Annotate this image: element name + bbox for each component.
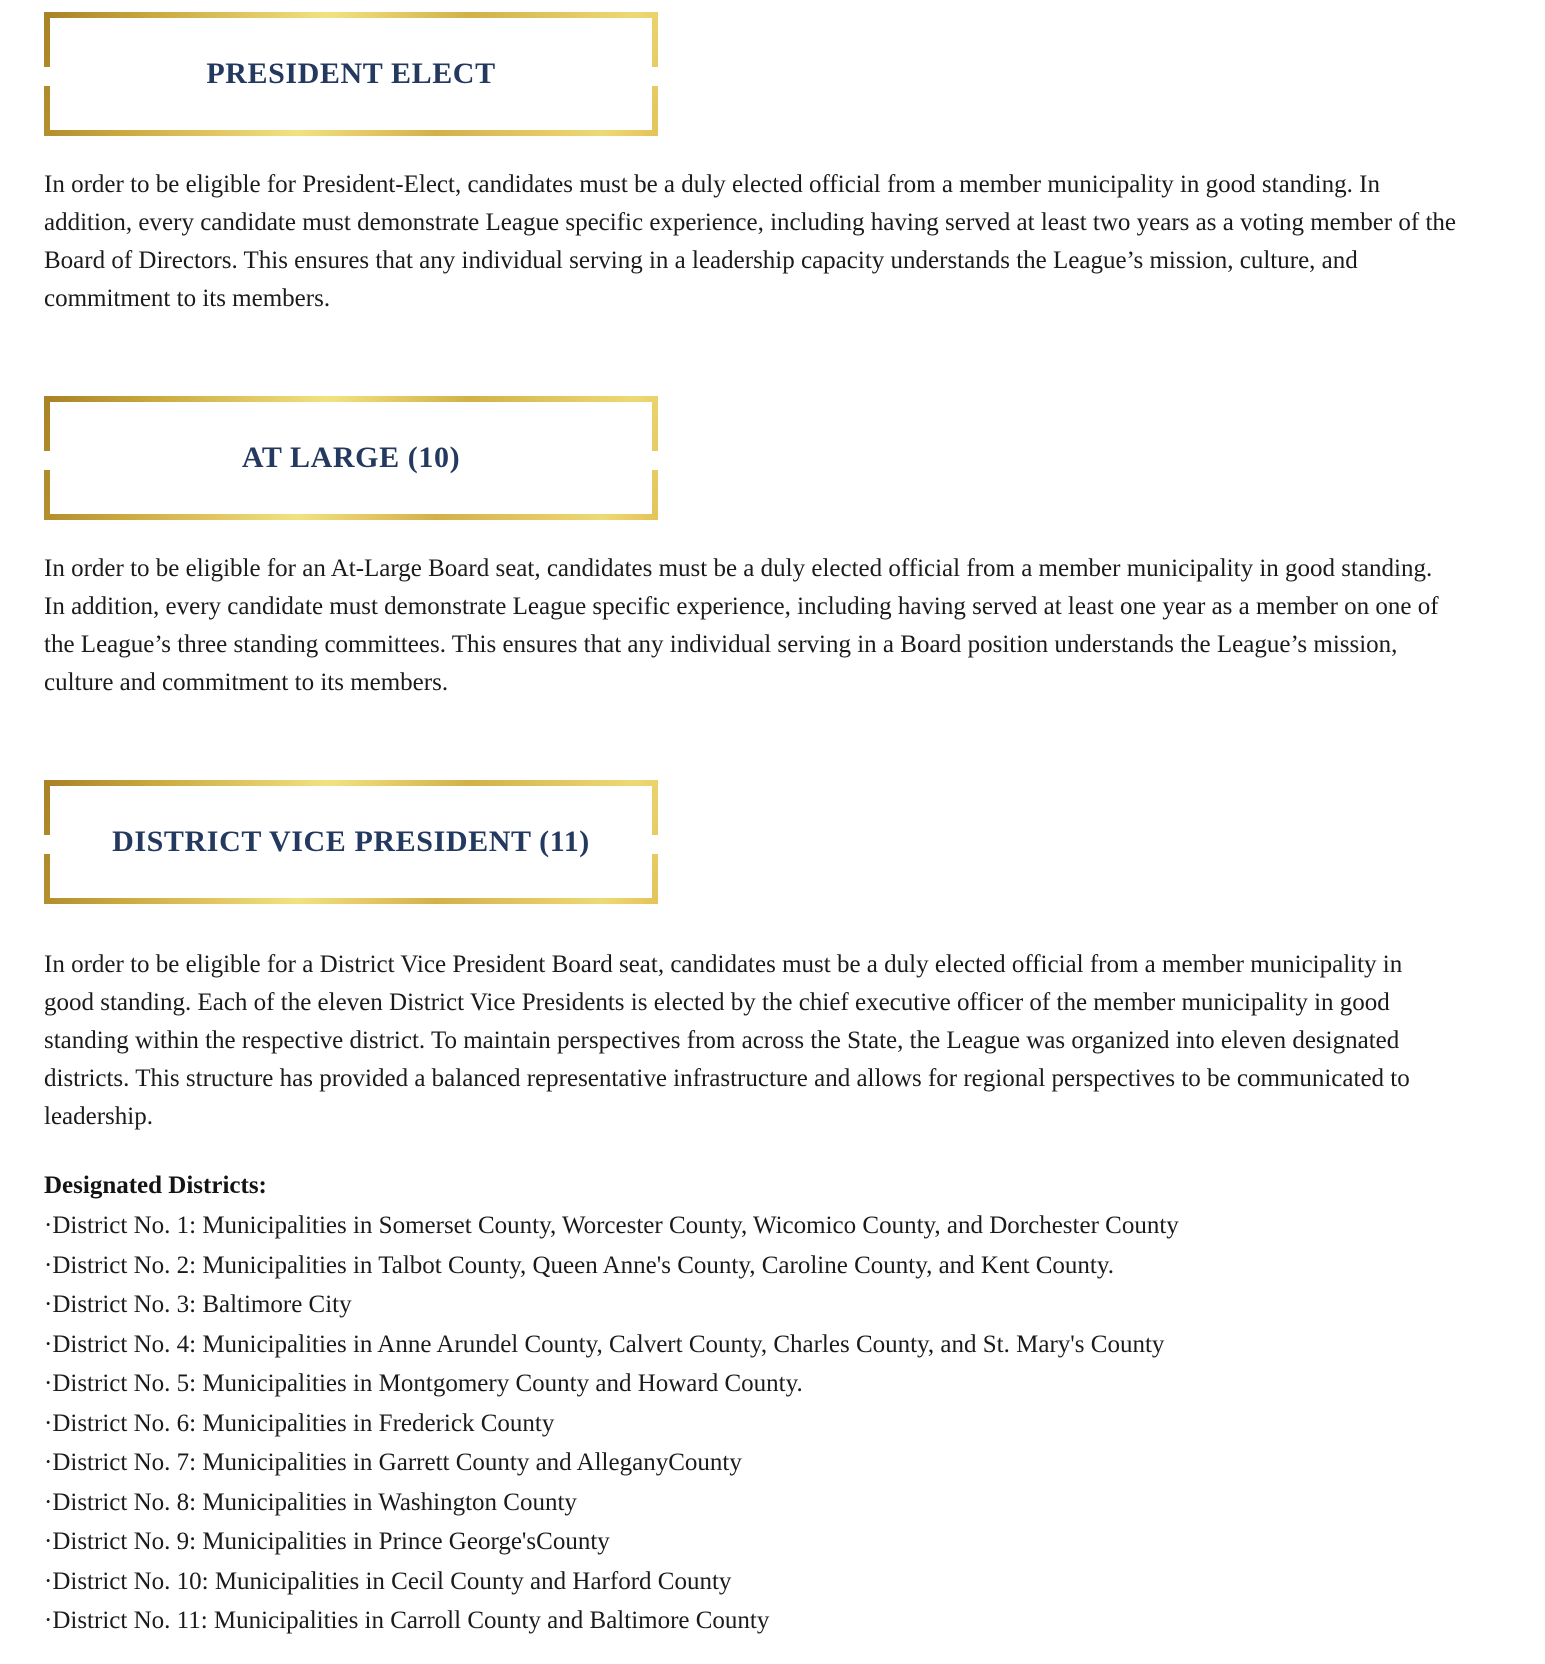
district-item-1: ·District No. 1: Municipalities in Somerset County, Worcester County, Wicomico County, and Dorchester County — [44, 1212, 1179, 1239]
president-elect-heading: PRESIDENT ELECT — [206, 57, 496, 90]
districts-list — [44, 1206, 1501, 1641]
district-item-5: ·District No. 5: Municipalities in Montgomery County and Howard County. — [44, 1370, 803, 1397]
section-president-elect — [44, 12, 1501, 318]
district-item-2: ·District No. 2: Municipalities in Talbot County, Queen Anne's County, Caroline County, and Kent County. — [44, 1251, 1115, 1279]
at-large-heading: AT LARGE (10) — [241, 441, 461, 474]
district-vice-president-paragraph: In order to be eligible for a District Vice President Board seat, candidates must be a duly elected official from a member municipality in good standing. Each of the eleven District Vice Presidents is elected by the chief executive officer of the member municipality in good standing within the respective district. To maintain perspectives from across the State, the League was organized into eleven designated districts. This structure has provided a balanced representative infrastructure and allows for regional perspectives to be communicated to leadership. — [44, 951, 1410, 1130]
district-item-3: ·District No. 3: Baltimore City — [44, 1291, 352, 1318]
president-elect-paragraph: In order to be eligible for President-Elect, candidates must be a duly elected official from a member municipality in good standing. In addition, every candidate must demonstrate League specific experience, including having served at least two years as a voting member of the Board of Directors. This ensures that any individual serving in a leadership capacity understands the League’s mission, culture, and commitment to its members. — [44, 171, 1456, 312]
section-at-large — [44, 396, 1501, 702]
district-item-11: ·District No. 11: Municipalities in Carroll County and Baltimore County — [44, 1607, 770, 1634]
district-item-4: ·District No. 4: Municipalities in Anne Arundel County, Calvert County, Charles County, and St. Mary's County — [44, 1330, 1165, 1358]
heading-box-district-vice-president — [44, 780, 658, 904]
district-vice-president-heading: DISTRICT VICE PRESIDENT (11) — [112, 825, 590, 858]
district-item-9: ·District No. 9: Municipalities in Prince George'sCounty — [44, 1528, 610, 1555]
heading-box-president-elect — [44, 12, 658, 136]
district-item-6: ·District No. 6: Municipalities in Frederick County — [44, 1409, 555, 1437]
designated-districts-block — [44, 1166, 1501, 1641]
at-large-paragraph: In order to be eligible for an At-Large Board seat, candidates must be a duly elected official from a member municipality in good standing. In addition, every candidate must demonstrate League specific experience, including having served at least one year as a member on one of the League’s three standing committees. This ensures that any individual serving in a Board position understands the League’s mission, culture and commitment to its members. — [44, 555, 1439, 696]
district-item-10: ·District No. 10: Municipalities in Cecil County and Harford County — [44, 1567, 732, 1595]
designated-districts-label: Designated Districts: — [44, 1172, 267, 1199]
section-district-vice-president — [44, 780, 1501, 1136]
district-item-8: ·District No. 8: Municipalities in Washington County — [44, 1488, 577, 1516]
district-item-7: ·District No. 7: Municipalities in Garrett County and AlleganyCounty — [44, 1449, 742, 1476]
heading-box-at-large — [44, 396, 658, 520]
